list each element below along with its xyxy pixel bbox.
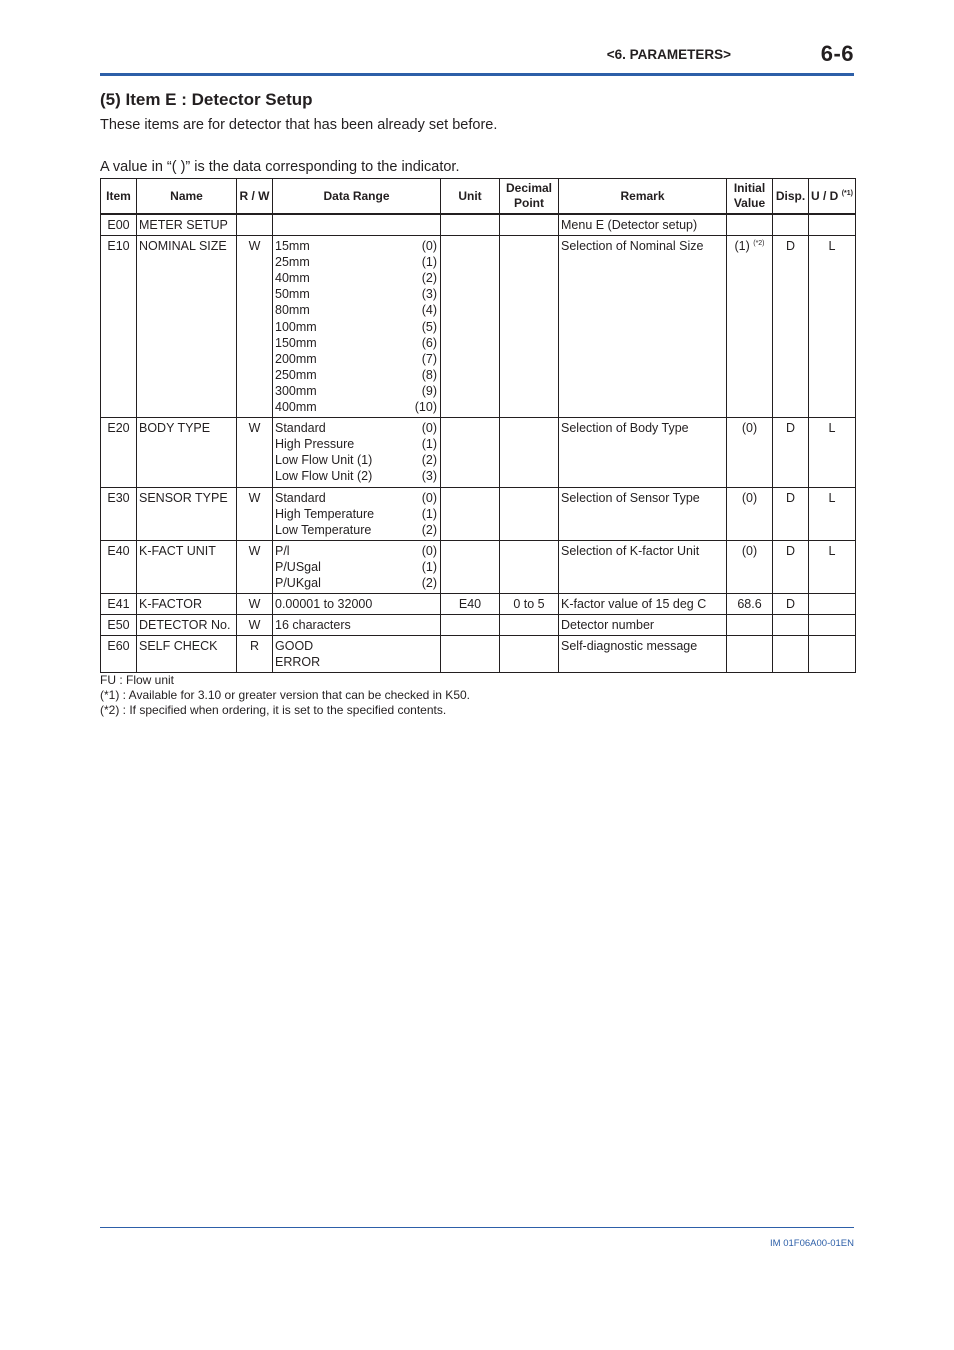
intro-text: These items are for detector that has been already set before. [100, 117, 498, 133]
table-row [101, 540, 856, 593]
cell-unit: E40 [441, 594, 500, 615]
range-option [273, 638, 440, 654]
range-option [273, 399, 440, 415]
cell-item: E60 [101, 636, 137, 673]
cell-ud [809, 594, 856, 615]
cell-ud: L [809, 418, 856, 487]
range-option [273, 319, 440, 335]
cell-ud [809, 214, 856, 236]
cell-rw: W [237, 615, 273, 636]
range-option-label: 200mm [275, 351, 317, 366]
parameter-rows [101, 214, 856, 673]
cell-disp [773, 636, 809, 673]
cell-data-range [273, 540, 441, 593]
range-option [273, 367, 440, 383]
cell-decimal-point [500, 418, 559, 487]
cell-data-range [273, 615, 441, 636]
col-header-item: Item [101, 179, 137, 215]
col-header-ud [809, 179, 856, 215]
range-option [273, 654, 440, 670]
footnote-2: (*2) : If specified when ordering, it is set to the specified contents. [100, 703, 447, 717]
range-option-label: Standard [275, 490, 326, 505]
range-option-label: Low Flow Unit (2) [275, 469, 373, 484]
range-option-label: High Temperature [275, 506, 375, 521]
range-option-code: (0) [421, 421, 437, 436]
parameter-table [100, 178, 856, 673]
cell-data-range [273, 236, 441, 418]
col-header-initial-value [727, 179, 773, 215]
initial-line-2: Value [733, 196, 766, 210]
range-option-code: (2) [421, 575, 437, 590]
initial-value: (0) [741, 490, 758, 505]
table-row [101, 636, 856, 673]
cell-unit [441, 418, 500, 487]
range-option [273, 506, 440, 522]
range-option [273, 302, 440, 318]
table-row [101, 594, 856, 615]
range-option [273, 575, 440, 591]
cell-rw: W [237, 418, 273, 487]
cell-rw: W [237, 487, 273, 540]
range-option [273, 351, 440, 367]
range-option-code: (8) [421, 367, 437, 382]
range-option-code: (5) [421, 319, 437, 334]
cell-initial-value [727, 594, 773, 615]
range-option [273, 270, 440, 286]
cell-remark: Selection of Body Type [559, 418, 727, 487]
range-option-label: 25mm [275, 255, 310, 270]
cell-unit [441, 236, 500, 418]
range-option [273, 617, 440, 633]
range-option-label: 400mm [275, 400, 317, 415]
range-option-code: (1) [421, 437, 437, 452]
range-option [273, 335, 440, 351]
range-option-label: 16 characters [275, 618, 351, 633]
range-option [273, 238, 440, 254]
cell-name: SELF CHECK [137, 636, 237, 673]
col-header-disp: Disp. [773, 179, 809, 215]
cell-name: K-FACT UNIT [137, 540, 237, 593]
col-header-decimal-point [500, 179, 559, 215]
cell-ud: L [809, 540, 856, 593]
range-option-code: (4) [421, 303, 437, 318]
range-option-code: (2) [421, 453, 437, 468]
range-option-label: ERROR [275, 655, 321, 670]
range-option [273, 383, 440, 399]
range-option-label: Standard [275, 421, 326, 436]
decimal-line-2: Point [514, 196, 544, 210]
initial-value: 68.6 [737, 597, 762, 612]
cell-initial-value [727, 214, 773, 236]
initial-value: (0) [741, 421, 758, 436]
cell-rw: W [237, 540, 273, 593]
cell-rw: R [237, 636, 273, 673]
cell-remark: Selection of K-factor Unit [559, 540, 727, 593]
section-title: (5) Item E : Detector Setup [100, 90, 313, 109]
cell-remark: Detector number [559, 615, 727, 636]
cell-decimal-point [500, 540, 559, 593]
cell-disp: D [773, 540, 809, 593]
range-option-code: (10) [414, 400, 437, 415]
range-option [273, 254, 440, 270]
cell-item: E30 [101, 487, 137, 540]
range-option-code: (2) [421, 522, 437, 537]
cell-disp: D [773, 236, 809, 418]
range-option [273, 420, 440, 436]
col-header-name: Name [137, 179, 237, 215]
cell-ud [809, 636, 856, 673]
cell-item: E50 [101, 615, 137, 636]
range-option-label: P/UKgal [275, 575, 321, 590]
cell-item: E10 [101, 236, 137, 418]
cell-initial-value [727, 636, 773, 673]
range-option [273, 543, 440, 559]
ud-label: U / D [811, 188, 839, 203]
range-option [273, 522, 440, 538]
cell-decimal-point [500, 615, 559, 636]
cell-remark: Self-diagnostic message [559, 636, 727, 673]
range-option [273, 596, 440, 612]
cell-initial-value [727, 487, 773, 540]
range-option-label: Low Flow Unit (1) [275, 453, 373, 468]
range-option-label: 15mm [275, 239, 310, 254]
range-option-label: GOOD [275, 639, 314, 654]
cell-initial-value [727, 540, 773, 593]
document-id: IM 01F06A00-01EN [770, 1238, 854, 1249]
initial-line-1: Initial [733, 181, 766, 195]
cell-disp: D [773, 418, 809, 487]
table-row [101, 615, 856, 636]
cell-item: E20 [101, 418, 137, 487]
range-option [273, 559, 440, 575]
range-option-code: (7) [421, 351, 437, 366]
cell-data-range [273, 594, 441, 615]
cell-initial-value [727, 236, 773, 418]
col-header-data-range: Data Range [273, 179, 441, 215]
range-option-label: Low Temperature [275, 522, 372, 537]
footnote-1: (*1) : Available for 3.10 or greater version that can be checked in K50. [100, 688, 470, 702]
range-option-label: 150mm [275, 335, 317, 350]
range-option-label: 300mm [275, 383, 317, 398]
cell-remark: K-factor value of 15 deg C [559, 594, 727, 615]
range-option-code: (3) [421, 469, 437, 484]
cell-decimal-point [500, 236, 559, 418]
footnote-fu: FU : Flow unit [100, 673, 175, 687]
cell-rw: W [237, 594, 273, 615]
cell-disp [773, 615, 809, 636]
footer-divider [100, 1227, 854, 1228]
table-row [101, 418, 856, 487]
decimal-line-1: Decimal [505, 181, 553, 195]
page-number: 6-6 [820, 41, 854, 66]
indicator-note: A value in “( )” is the data corresponding to the indicator. [100, 159, 460, 175]
cell-name: SENSOR TYPE [137, 487, 237, 540]
range-option-code: (0) [421, 490, 437, 505]
cell-disp [773, 214, 809, 236]
range-option-code: (3) [421, 287, 437, 302]
range-option-label: P/l [275, 543, 290, 558]
range-option [273, 490, 440, 506]
cell-rw: W [237, 236, 273, 418]
initial-value: (0) [741, 543, 758, 558]
cell-name: DETECTOR No. [137, 615, 237, 636]
cell-decimal-point [500, 487, 559, 540]
range-option-code: (2) [421, 271, 437, 286]
cell-initial-value [727, 418, 773, 487]
cell-data-range [273, 487, 441, 540]
range-option-label: 0.00001 to 32000 [275, 597, 373, 612]
range-option-code: (1) [421, 506, 437, 521]
cell-rw [237, 214, 273, 236]
initial-value: (1) [734, 239, 750, 254]
footnotes [100, 673, 470, 718]
range-option [273, 286, 440, 302]
cell-ud: L [809, 487, 856, 540]
cell-item: E40 [101, 540, 137, 593]
table-row [101, 214, 856, 236]
range-option-label: 80mm [275, 303, 310, 318]
cell-unit [441, 615, 500, 636]
table-row [101, 236, 856, 418]
range-option-label: 50mm [275, 287, 310, 302]
range-option-label: P/USgal [275, 559, 321, 574]
range-option-code: (9) [421, 383, 437, 398]
range-option-label: 250mm [275, 367, 317, 382]
range-option-code: (0) [421, 239, 437, 254]
cell-unit [441, 487, 500, 540]
table-row [101, 487, 856, 540]
cell-unit [441, 636, 500, 673]
cell-name: BODY TYPE [137, 418, 237, 487]
cell-remark: Selection of Nominal Size [559, 236, 727, 418]
cell-ud: L [809, 236, 856, 418]
cell-unit [441, 214, 500, 236]
cell-unit [441, 540, 500, 593]
cell-name: METER SETUP [137, 214, 237, 236]
range-option-label: 40mm [275, 271, 310, 286]
col-header-rw: R / W [237, 179, 273, 215]
col-header-remark: Remark [559, 179, 727, 215]
table-header-row [101, 179, 856, 215]
cell-decimal-point [500, 214, 559, 236]
cell-data-range [273, 214, 441, 236]
header-divider [100, 73, 854, 76]
cell-item: E00 [101, 214, 137, 236]
cell-data-range [273, 418, 441, 487]
cell-remark: Menu E (Detector setup) [559, 214, 727, 236]
cell-ud [809, 615, 856, 636]
cell-disp: D [773, 487, 809, 540]
cell-initial-value [727, 615, 773, 636]
initial-footnote-mark: (*2) [753, 239, 765, 247]
cell-decimal-point [500, 636, 559, 673]
cell-item: E41 [101, 594, 137, 615]
range-option-label: High Pressure [275, 437, 355, 452]
cell-remark: Selection of Sensor Type [559, 487, 727, 540]
range-option-code: (6) [421, 335, 437, 350]
range-option [273, 468, 440, 484]
cell-name: NOMINAL SIZE [137, 236, 237, 418]
cell-data-range [273, 636, 441, 673]
range-option-label: 100mm [275, 319, 317, 334]
range-option [273, 436, 440, 452]
range-option-code: (0) [421, 543, 437, 558]
ud-footnote-mark: (*1) [841, 189, 853, 197]
cell-decimal-point: 0 to 5 [500, 594, 559, 615]
range-option-code: (1) [421, 255, 437, 270]
chapter-heading: <6. PARAMETERS> [606, 47, 731, 62]
range-option [273, 452, 440, 468]
cell-disp: D [773, 594, 809, 615]
cell-name: K-FACTOR [137, 594, 237, 615]
col-header-unit: Unit [441, 179, 500, 215]
range-option-code: (1) [421, 559, 437, 574]
